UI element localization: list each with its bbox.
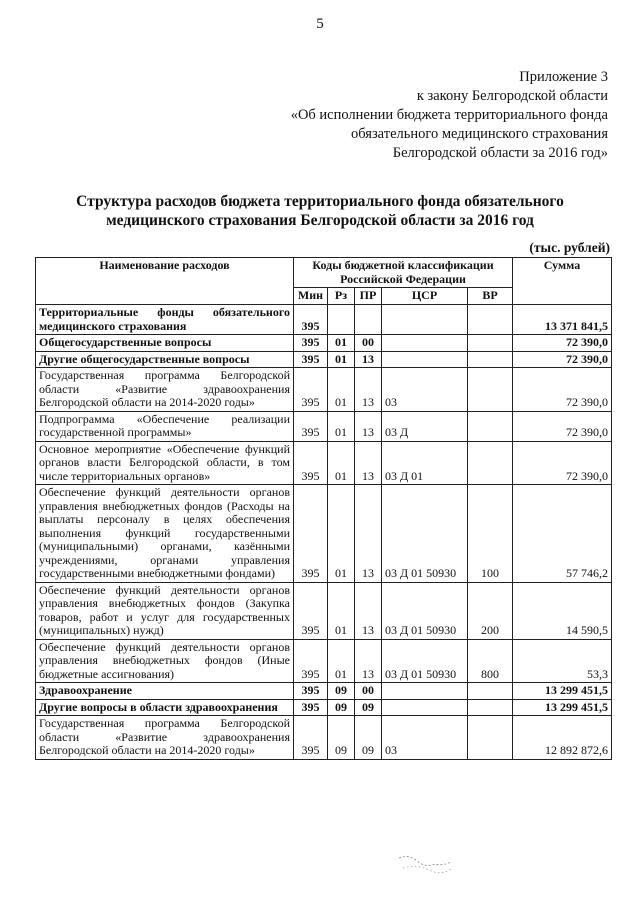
row-csr: 03 Д 01 50930 xyxy=(382,485,468,583)
row-pr: 09 xyxy=(355,716,382,760)
row-rz: 09 xyxy=(328,699,355,716)
row-sum: 72 390,0 xyxy=(513,441,612,485)
row-csr: 03 xyxy=(382,716,468,760)
row-vr xyxy=(468,305,513,335)
row-min: 395 xyxy=(294,368,328,412)
row-csr: 03 xyxy=(382,368,468,412)
appendix-line: Белгородской области за 2016 год» xyxy=(392,145,608,161)
row-pr: 13 xyxy=(355,639,382,683)
row-csr xyxy=(382,335,468,352)
row-min: 395 xyxy=(294,485,328,583)
row-rz: 01 xyxy=(328,639,355,683)
row-name: Общегосударственные вопросы xyxy=(36,335,294,352)
header-vr: ВР xyxy=(468,288,513,305)
appendix-header xyxy=(291,68,608,163)
row-name: Государственная программа Белгородской области «Развитие здравоохранения Белгородской области на 2014-2020 годы» xyxy=(36,368,294,412)
row-min: 395 xyxy=(294,639,328,683)
row-name: Другие вопросы в области здравоохранения xyxy=(36,699,294,716)
row-vr: 200 xyxy=(468,582,513,639)
header-sum: Сумма xyxy=(513,258,612,305)
row-min: 395 xyxy=(294,335,328,352)
row-min: 395 xyxy=(294,582,328,639)
row-pr: 00 xyxy=(355,683,382,700)
row-vr xyxy=(468,335,513,352)
appendix-line: Приложение 3 xyxy=(519,69,608,85)
row-sum: 72 390,0 xyxy=(513,351,612,368)
row-min: 395 xyxy=(294,411,328,441)
row-vr: 100 xyxy=(468,485,513,583)
row-name: Другие общегосударственные вопросы xyxy=(36,351,294,368)
row-pr: 13 xyxy=(355,441,382,485)
row-vr xyxy=(468,368,513,412)
header-csr: ЦСР xyxy=(382,288,468,305)
row-sum: 13 299 451,5 xyxy=(513,699,612,716)
title-line-2: медицинского страхования Белгородской области за 2016 год xyxy=(106,212,534,229)
table-row xyxy=(36,368,612,412)
row-sum: 72 390,0 xyxy=(513,411,612,441)
title-line-1: Структура расходов бюджета территориального фонда обязательного xyxy=(76,193,564,210)
row-csr: 03 Д 01 xyxy=(382,441,468,485)
table-row xyxy=(36,351,612,368)
row-vr xyxy=(468,351,513,368)
row-vr: 800 xyxy=(468,639,513,683)
row-vr xyxy=(468,683,513,700)
row-rz: 01 xyxy=(328,441,355,485)
row-min: 395 xyxy=(294,683,328,700)
row-vr xyxy=(468,716,513,760)
header-min: Мин xyxy=(294,288,328,305)
row-rz xyxy=(328,305,355,335)
document-title xyxy=(40,192,600,230)
row-name: Здравоохранение xyxy=(36,683,294,700)
row-sum: 12 892 872,6 xyxy=(513,716,612,760)
row-rz: 01 xyxy=(328,582,355,639)
row-csr: 03 Д 01 50930 xyxy=(382,639,468,683)
row-csr xyxy=(382,683,468,700)
row-csr xyxy=(382,305,468,335)
table-row xyxy=(36,485,612,583)
row-rz: 01 xyxy=(328,485,355,583)
row-name: Территориальные фонды обязательного медицинского страхования xyxy=(36,305,294,335)
row-pr: 13 xyxy=(355,351,382,368)
row-vr xyxy=(468,411,513,441)
row-rz: 01 xyxy=(328,368,355,412)
units-label: (тыс. рублей) xyxy=(529,240,610,255)
row-name: Государственная программа Белгородской области «Развитие здравоохранения Белгородской области на 2014-2020 годы» xyxy=(36,716,294,760)
row-sum: 72 390,0 xyxy=(513,335,612,352)
row-vr xyxy=(468,699,513,716)
header-name: Наименование расходов xyxy=(36,258,294,305)
appendix-line: обязательного медицинского страхования xyxy=(351,126,608,142)
row-vr xyxy=(468,441,513,485)
table-row xyxy=(36,582,612,639)
row-sum: 53,3 xyxy=(513,639,612,683)
row-csr xyxy=(382,351,468,368)
row-rz: 09 xyxy=(328,716,355,760)
table-row xyxy=(36,699,612,716)
signature-mark xyxy=(395,852,455,876)
table-row xyxy=(36,305,612,335)
row-sum: 14 590,5 xyxy=(513,582,612,639)
row-rz: 01 xyxy=(328,351,355,368)
row-sum: 72 390,0 xyxy=(513,368,612,412)
header-codes: Коды бюджетной классификации Российской Федерации xyxy=(294,258,513,288)
row-pr: 13 xyxy=(355,485,382,583)
header-rz: Рз xyxy=(328,288,355,305)
row-rz: 09 xyxy=(328,683,355,700)
row-rz: 01 xyxy=(328,411,355,441)
row-name: Основное мероприятие «Обеспечение функций органов власти Белгородской области, в том числе территориальных органов» xyxy=(36,441,294,485)
appendix-line: «Об исполнении бюджета территориального фонда xyxy=(290,107,608,123)
table-row xyxy=(36,639,612,683)
row-pr: 09 xyxy=(355,699,382,716)
expenditure-table xyxy=(35,257,612,760)
page-number: 5 xyxy=(316,16,324,32)
row-sum: 13 299 451,5 xyxy=(513,683,612,700)
row-sum: 57 746,2 xyxy=(513,485,612,583)
row-min: 395 xyxy=(294,441,328,485)
row-min: 395 xyxy=(294,699,328,716)
table-row xyxy=(36,683,612,700)
row-csr: 03 Д 01 50930 xyxy=(382,582,468,639)
row-pr: 13 xyxy=(355,582,382,639)
row-csr: 03 Д xyxy=(382,411,468,441)
table-row xyxy=(36,441,612,485)
row-pr: 13 xyxy=(355,368,382,412)
header-pr: ПР xyxy=(355,288,382,305)
row-pr: 00 xyxy=(355,335,382,352)
row-name: Обеспечение функций деятельности органов управления внебюджетных фондов (Закупка товаров, работ и услуг для государственных (муниципальных) нужд) xyxy=(36,582,294,639)
row-pr: 13 xyxy=(355,411,382,441)
row-csr xyxy=(382,699,468,716)
row-rz: 01 xyxy=(328,335,355,352)
row-name: Обеспечение функций деятельности органов управления внебюджетных фондов (Иные бюджетные ассигнования) xyxy=(36,639,294,683)
row-pr xyxy=(355,305,382,335)
table-row xyxy=(36,411,612,441)
table-row xyxy=(36,335,612,352)
appendix-line: к закону Белгородской области xyxy=(416,88,608,104)
row-name: Обеспечение функций деятельности органов управления внебюджетных фондов (Расходы на выплаты персоналу в целях обеспечения выполнения функций государственными (муниципальными) органами, казёнными учреждениями, органами управления государственными внебюджетными фондами) xyxy=(36,485,294,583)
row-min: 395 xyxy=(294,716,328,760)
table-row xyxy=(36,716,612,760)
row-min: 395 xyxy=(294,351,328,368)
row-min: 395 xyxy=(294,305,328,335)
row-sum: 13 371 841,5 xyxy=(513,305,612,335)
row-name: Подпрограмма «Обеспечение реализации государственной программы» xyxy=(36,411,294,441)
